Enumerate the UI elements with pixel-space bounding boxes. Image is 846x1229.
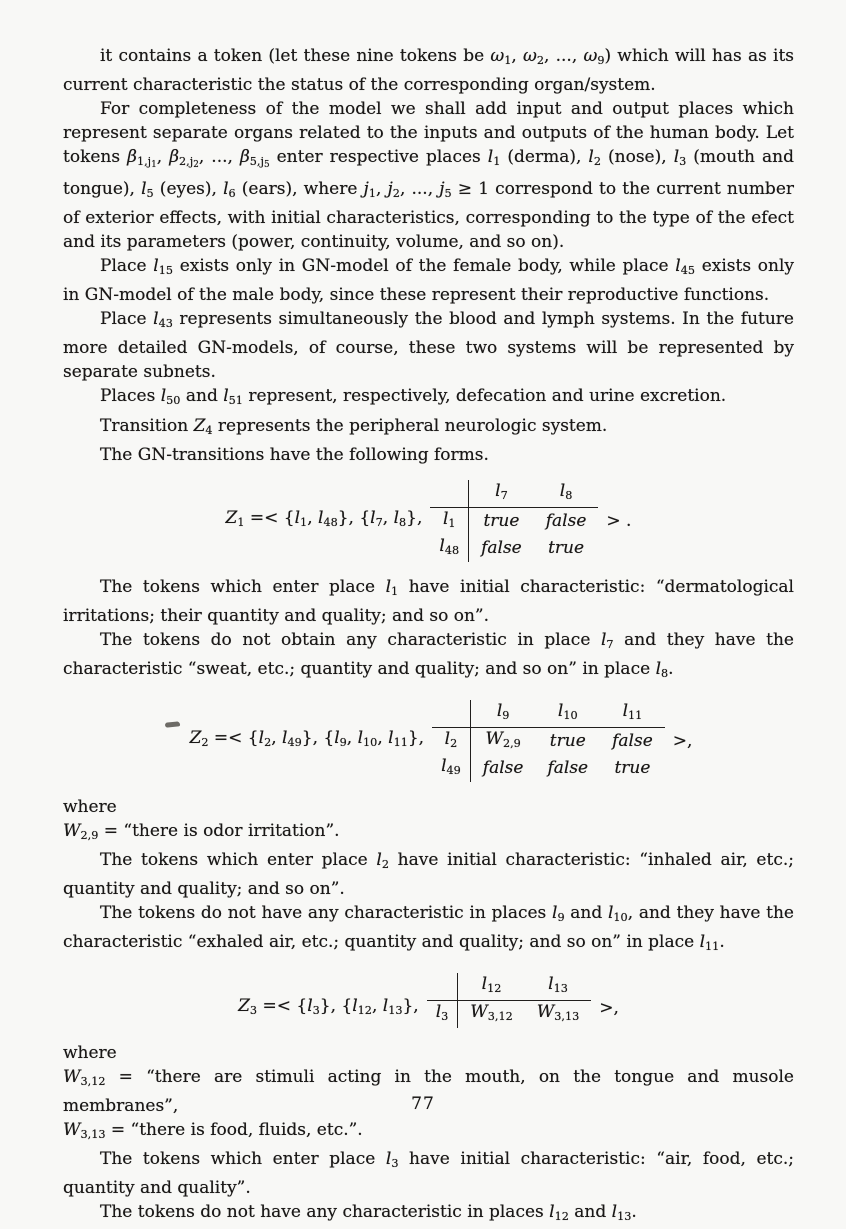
text-run: }, bbox=[406, 508, 423, 529]
matrix-header-cell bbox=[534, 480, 599, 508]
math-var: l bbox=[160, 386, 167, 407]
math-var: l bbox=[307, 995, 313, 1016]
math-var: l bbox=[357, 728, 364, 749]
math-var: W bbox=[63, 1066, 81, 1087]
math-var: false bbox=[482, 757, 524, 778]
text-run: The tokens which enter place bbox=[100, 577, 386, 598]
math-var: l bbox=[600, 630, 607, 651]
math-var: l bbox=[435, 1001, 442, 1022]
subscript: 48 bbox=[444, 544, 460, 558]
subscript: 1 bbox=[504, 54, 512, 68]
subscript: 6 bbox=[228, 187, 236, 201]
text-run: , ..., bbox=[399, 179, 440, 199]
subscript: 49 bbox=[446, 763, 461, 777]
text-run: The GN-transitions have the following forms. bbox=[100, 444, 489, 465]
subscript: 5 bbox=[146, 187, 154, 201]
matrix-cell bbox=[534, 507, 599, 535]
text-run: (eyes), bbox=[153, 179, 224, 199]
matrix-header-cell bbox=[535, 700, 600, 728]
math-var: l bbox=[441, 755, 447, 776]
subscript: 2 bbox=[392, 187, 400, 201]
text-run: , bbox=[371, 995, 383, 1016]
math-var: l bbox=[559, 480, 566, 501]
subscript: 3,13 bbox=[80, 1128, 106, 1142]
text-run: }, bbox=[402, 995, 419, 1016]
subscript: 45 bbox=[680, 264, 696, 278]
paragraph bbox=[63, 384, 794, 413]
math-var: l bbox=[318, 508, 324, 529]
subscript: 12 bbox=[357, 1003, 372, 1017]
text-run: (derma), bbox=[500, 147, 589, 168]
text-run: The tokens which enter place bbox=[100, 850, 377, 871]
text-run: , bbox=[346, 728, 358, 749]
subscript: 43 bbox=[158, 317, 173, 331]
paragraph bbox=[63, 575, 794, 628]
text-run: . bbox=[631, 1202, 637, 1223]
matrix-header-cell bbox=[458, 973, 525, 1001]
subscript: 2 bbox=[450, 736, 458, 750]
matrix-cell bbox=[600, 727, 665, 755]
text-run: >, bbox=[599, 998, 619, 1019]
math-var: l bbox=[481, 973, 488, 994]
math-var: Z bbox=[238, 995, 250, 1016]
matrix-cell bbox=[469, 507, 534, 535]
math-var: l bbox=[675, 256, 681, 277]
matrix-corner-cell bbox=[427, 973, 458, 1001]
math-var: l bbox=[496, 700, 503, 721]
text-run: }, { bbox=[301, 728, 335, 749]
math-var: true bbox=[549, 730, 586, 751]
text-run: where bbox=[63, 796, 117, 817]
text-run: The tokens do not have any characteristic in places bbox=[100, 1202, 550, 1223]
math-var: β bbox=[239, 147, 250, 168]
subscript: 3 bbox=[312, 1003, 320, 1017]
math-var: l bbox=[385, 1149, 392, 1170]
subscript: 1 bbox=[448, 516, 456, 530]
math-var: ω bbox=[523, 46, 537, 66]
matrix-header-cell bbox=[525, 973, 591, 1001]
subscript: 4 bbox=[205, 423, 213, 437]
subscript: 2 bbox=[536, 54, 545, 68]
subscript: 12 bbox=[487, 981, 502, 995]
index-matrix-z2 bbox=[432, 700, 665, 782]
subscript: 3,12 bbox=[487, 1009, 513, 1023]
math-var: j bbox=[387, 179, 393, 199]
math-var: l bbox=[282, 728, 288, 749]
text-run: represent, respectively, defecation and urine excretion. bbox=[242, 386, 727, 407]
text-run: enter respective places bbox=[269, 147, 488, 168]
subscript: 48 bbox=[323, 516, 338, 530]
math-var: j bbox=[363, 179, 369, 199]
matrix-cell bbox=[535, 755, 600, 782]
text-run: have initial characteristic: “air, food, etc.; quantity and quality”. bbox=[63, 1149, 794, 1199]
text-run: }, bbox=[407, 728, 425, 749]
paragraph bbox=[63, 1118, 794, 1147]
paragraph bbox=[63, 848, 794, 901]
subscript: 12 bbox=[554, 1210, 569, 1224]
math-var: l bbox=[442, 508, 449, 529]
paragraph bbox=[63, 628, 794, 686]
math-var: l bbox=[388, 728, 394, 749]
text-run: }, { bbox=[337, 508, 371, 529]
text-run: = “there are stimuli acting in the mouth, on the tongue and musole membranes”, bbox=[63, 1066, 794, 1116]
math-var: Z bbox=[225, 508, 238, 529]
text-run: exists only in GN-model of the female body, while place bbox=[173, 256, 676, 277]
equation-lhs bbox=[238, 994, 419, 1023]
subscript: 49 bbox=[287, 736, 302, 750]
subscript: 50 bbox=[166, 394, 181, 408]
text-run: represents the peripheral neurologic system. bbox=[212, 415, 608, 436]
math-var: l bbox=[352, 995, 358, 1016]
text-run: , and they have the characteristic “exhaled air, etc.; quantity and quality; and so on” in place bbox=[63, 903, 794, 953]
text-run: have initial characteristic: “dermatological irritations; their quantity and quality; and so on”. bbox=[63, 577, 794, 627]
matrix-corner-cell bbox=[432, 700, 470, 728]
subscript: 9 bbox=[339, 736, 347, 750]
text-run: . bbox=[668, 659, 674, 680]
matrix-header-cell bbox=[470, 700, 535, 728]
subscript: 11 bbox=[393, 736, 408, 750]
equation-lhs bbox=[190, 726, 425, 755]
text-run: it contains a token (let these nine tokens be bbox=[100, 46, 491, 66]
equation-lhs bbox=[226, 506, 423, 535]
text-run: For completeness of the model we shall add input and output places which represent separate organs related to the inputs and outputs of the human body. Let tokens bbox=[63, 99, 794, 168]
matrix-row-label bbox=[432, 727, 470, 755]
scan-artifact-mark bbox=[164, 721, 179, 728]
math-var: l bbox=[622, 700, 629, 721]
subscript: 51 bbox=[228, 394, 243, 408]
sub-subscript: 2 bbox=[193, 160, 199, 170]
subscript: 1 bbox=[300, 516, 308, 530]
index-matrix-z3 bbox=[427, 973, 592, 1028]
subscript: 10 bbox=[363, 736, 378, 750]
subscript: 8 bbox=[661, 667, 669, 681]
subscript: 7 bbox=[606, 638, 614, 652]
matrix-cell bbox=[535, 727, 600, 755]
subscript: 8 bbox=[399, 516, 407, 530]
subscript: 8 bbox=[565, 488, 573, 502]
subscript: 2 bbox=[593, 155, 601, 169]
math-var: l bbox=[655, 659, 661, 680]
subscript: 11 bbox=[628, 708, 643, 722]
math-var: W bbox=[63, 1119, 81, 1140]
paragraph bbox=[63, 44, 794, 97]
matrix-cell bbox=[470, 755, 535, 782]
text-run: Transition bbox=[100, 415, 194, 436]
math-var: l bbox=[548, 973, 554, 994]
text-run: , bbox=[156, 147, 170, 168]
matrix-cell bbox=[458, 1000, 525, 1028]
math-var: l bbox=[153, 309, 159, 330]
math-var: W bbox=[536, 1001, 555, 1022]
math-var: l bbox=[393, 508, 399, 529]
matrix-row-label bbox=[432, 755, 470, 782]
subscript: 9 bbox=[597, 54, 605, 68]
math-var: l bbox=[439, 535, 445, 556]
math-var: l bbox=[153, 256, 159, 277]
paragraph bbox=[63, 795, 794, 819]
subscript: 2 bbox=[381, 858, 389, 872]
text-run: , ..., bbox=[544, 46, 584, 66]
text-run: = “there is food, fluids, etc.”. bbox=[105, 1119, 363, 1140]
paragraph bbox=[63, 1200, 794, 1229]
subscript: 7 bbox=[375, 516, 383, 530]
math-var: l bbox=[370, 508, 376, 529]
paragraph bbox=[63, 901, 794, 959]
subscript: 3 bbox=[249, 1003, 258, 1017]
text-run: The tokens do not obtain any characteristic in place bbox=[100, 630, 601, 651]
subscript: 1 bbox=[391, 585, 399, 599]
subscript: 13 bbox=[617, 1210, 632, 1224]
subscript: 1 bbox=[493, 155, 501, 169]
equation-close bbox=[606, 509, 631, 533]
math-var: l bbox=[258, 728, 265, 749]
math-var: l bbox=[557, 700, 564, 721]
math-var: l bbox=[382, 995, 389, 1016]
subscript: 2 bbox=[201, 736, 209, 750]
page-number: 77 bbox=[411, 1094, 435, 1114]
subscript: 9 bbox=[557, 911, 565, 925]
subscript: 3,13 bbox=[554, 1009, 580, 1023]
subscript: 13 bbox=[553, 981, 568, 995]
text-run: and bbox=[568, 1202, 612, 1223]
subscript: 3 bbox=[679, 155, 687, 169]
paragraph bbox=[63, 414, 794, 443]
text-run: The tokens which enter place bbox=[100, 1149, 386, 1170]
math-var: Z bbox=[189, 728, 202, 749]
math-var: l bbox=[699, 932, 706, 953]
math-var: l bbox=[376, 850, 382, 871]
subscript: 2,j bbox=[179, 155, 194, 169]
text-run: and bbox=[564, 903, 608, 924]
text-run: (mouth and tongue), bbox=[63, 147, 794, 199]
matrix-cell bbox=[600, 755, 665, 782]
text-run: >, bbox=[672, 730, 693, 751]
subscript: 5 bbox=[444, 187, 452, 201]
text-run: , bbox=[377, 728, 389, 749]
text-run: , ..., bbox=[198, 147, 240, 168]
math-var: l bbox=[141, 179, 147, 199]
subscript: 10 bbox=[613, 911, 628, 925]
text-run: . bbox=[719, 932, 725, 953]
subscript: 2 bbox=[264, 736, 272, 750]
subscript: 1,j bbox=[136, 155, 152, 169]
paragraph bbox=[63, 819, 794, 848]
subscript: 10 bbox=[563, 708, 578, 722]
text-run: =< { bbox=[208, 728, 259, 749]
math-var: l bbox=[334, 728, 340, 749]
math-var: true bbox=[483, 510, 520, 531]
math-var: l bbox=[223, 386, 229, 407]
math-var: l bbox=[611, 1202, 618, 1223]
sub-subscript: 5 bbox=[263, 160, 270, 170]
subscript: 11 bbox=[705, 940, 720, 954]
subscript: 9 bbox=[502, 708, 510, 722]
paragraph bbox=[63, 97, 794, 254]
math-var: W bbox=[63, 820, 81, 841]
math-var: false bbox=[547, 757, 589, 778]
text-run: (nose), bbox=[600, 147, 674, 168]
math-var: l bbox=[444, 728, 451, 749]
math-var: l bbox=[294, 508, 301, 529]
subscript: 2,9 bbox=[80, 829, 99, 843]
math-var: β bbox=[169, 147, 180, 168]
math-var: ω bbox=[490, 46, 505, 66]
page-body bbox=[63, 44, 794, 1229]
text-run: where bbox=[63, 1042, 117, 1063]
subscript: 5,j bbox=[249, 155, 264, 169]
text-run: represents simultaneously the blood and lymph systems. In the future more detailed GN-models, of course, these two systems will be represented by separate subnets. bbox=[63, 309, 794, 383]
text-run: , bbox=[271, 728, 283, 749]
matrix-cell bbox=[470, 727, 535, 755]
equation-z3 bbox=[63, 973, 794, 1028]
math-var: l bbox=[487, 147, 494, 168]
index-matrix-z1 bbox=[430, 480, 598, 562]
text-run: (ears), where bbox=[235, 179, 364, 199]
math-var: W bbox=[470, 1001, 488, 1022]
matrix-row-label bbox=[430, 507, 468, 535]
text-run: and bbox=[180, 386, 224, 407]
subscript: 3 bbox=[391, 1157, 399, 1171]
matrix-row-label bbox=[430, 535, 468, 562]
math-var: l bbox=[223, 179, 229, 199]
subscript: 1 bbox=[237, 516, 245, 530]
text-run: ≥ 1 correspond to the current number of exterior effects, with initial characteristics, corresponding to the type of the efect and its parameters (power, continuity, volume, and so on). bbox=[63, 179, 795, 253]
math-var: ω bbox=[583, 46, 598, 66]
matrix-corner-cell bbox=[430, 480, 468, 508]
text-run: = “there is odor irritation”. bbox=[98, 820, 340, 841]
math-var: l bbox=[673, 147, 680, 168]
equation-z1 bbox=[63, 480, 794, 562]
text-run: ) which will has as its current characteristic the status of the corresponding organ/system. bbox=[63, 46, 794, 96]
math-var: W bbox=[485, 728, 503, 749]
text-run: }, { bbox=[319, 995, 353, 1016]
text-run: , bbox=[382, 508, 394, 529]
paragraph bbox=[63, 1041, 794, 1065]
subscript: 7 bbox=[500, 488, 508, 502]
paragraph bbox=[63, 443, 794, 467]
equation-close bbox=[599, 996, 619, 1020]
math-var: Z bbox=[193, 415, 206, 436]
sub-subscript: 1 bbox=[151, 160, 157, 170]
math-var: false bbox=[612, 730, 653, 751]
paragraph bbox=[63, 254, 794, 307]
subscript: 13 bbox=[388, 1003, 403, 1017]
matrix-row-label bbox=[427, 1000, 458, 1028]
math-var: false bbox=[481, 538, 522, 559]
text-run: > . bbox=[606, 510, 632, 531]
text-run: Place bbox=[100, 256, 154, 277]
subscript: 15 bbox=[158, 264, 174, 278]
subscript: 3,12 bbox=[80, 1074, 106, 1088]
text-run: Places bbox=[100, 386, 161, 407]
math-var: l bbox=[552, 903, 558, 924]
equation-close bbox=[673, 729, 693, 753]
text-run: , bbox=[511, 46, 523, 66]
subscript: 2,9 bbox=[502, 736, 521, 750]
text-run: , bbox=[375, 179, 388, 199]
equation-z2 bbox=[63, 700, 794, 782]
paragraph bbox=[63, 1147, 794, 1200]
text-run: have initial characteristic: “inhaled air, etc.; quantity and quality; and so on”. bbox=[63, 850, 794, 900]
math-var: l bbox=[495, 480, 501, 501]
text-run: exists only in GN-model of the male body, since these represent their reproductive functions. bbox=[63, 256, 794, 306]
math-var: true bbox=[614, 757, 651, 778]
matrix-header-cell bbox=[469, 480, 534, 508]
math-var: true bbox=[548, 538, 585, 559]
matrix-cell bbox=[469, 535, 534, 562]
matrix-cell bbox=[534, 535, 599, 562]
text-run: The tokens do not have any characteristic in places bbox=[100, 903, 552, 924]
text-run: =< { bbox=[257, 995, 308, 1016]
math-var: l bbox=[549, 1202, 555, 1223]
matrix-cell bbox=[525, 1000, 591, 1028]
math-var: false bbox=[545, 510, 587, 531]
text-run: and they have the characteristic “sweat, etc.; quantity and quality; and so on” in place bbox=[63, 630, 794, 680]
math-var: l bbox=[385, 577, 392, 598]
math-var: l bbox=[588, 147, 594, 168]
matrix-header-cell bbox=[600, 700, 665, 728]
subscript: 1 bbox=[368, 187, 376, 201]
subscript: 3 bbox=[441, 1009, 449, 1023]
paragraph bbox=[63, 307, 794, 384]
math-var: j bbox=[439, 179, 445, 199]
math-var: β bbox=[127, 147, 137, 168]
text-run: , bbox=[307, 508, 318, 529]
text-run: Place bbox=[100, 309, 154, 330]
text-run: =< { bbox=[244, 508, 295, 529]
math-var: l bbox=[607, 903, 614, 924]
